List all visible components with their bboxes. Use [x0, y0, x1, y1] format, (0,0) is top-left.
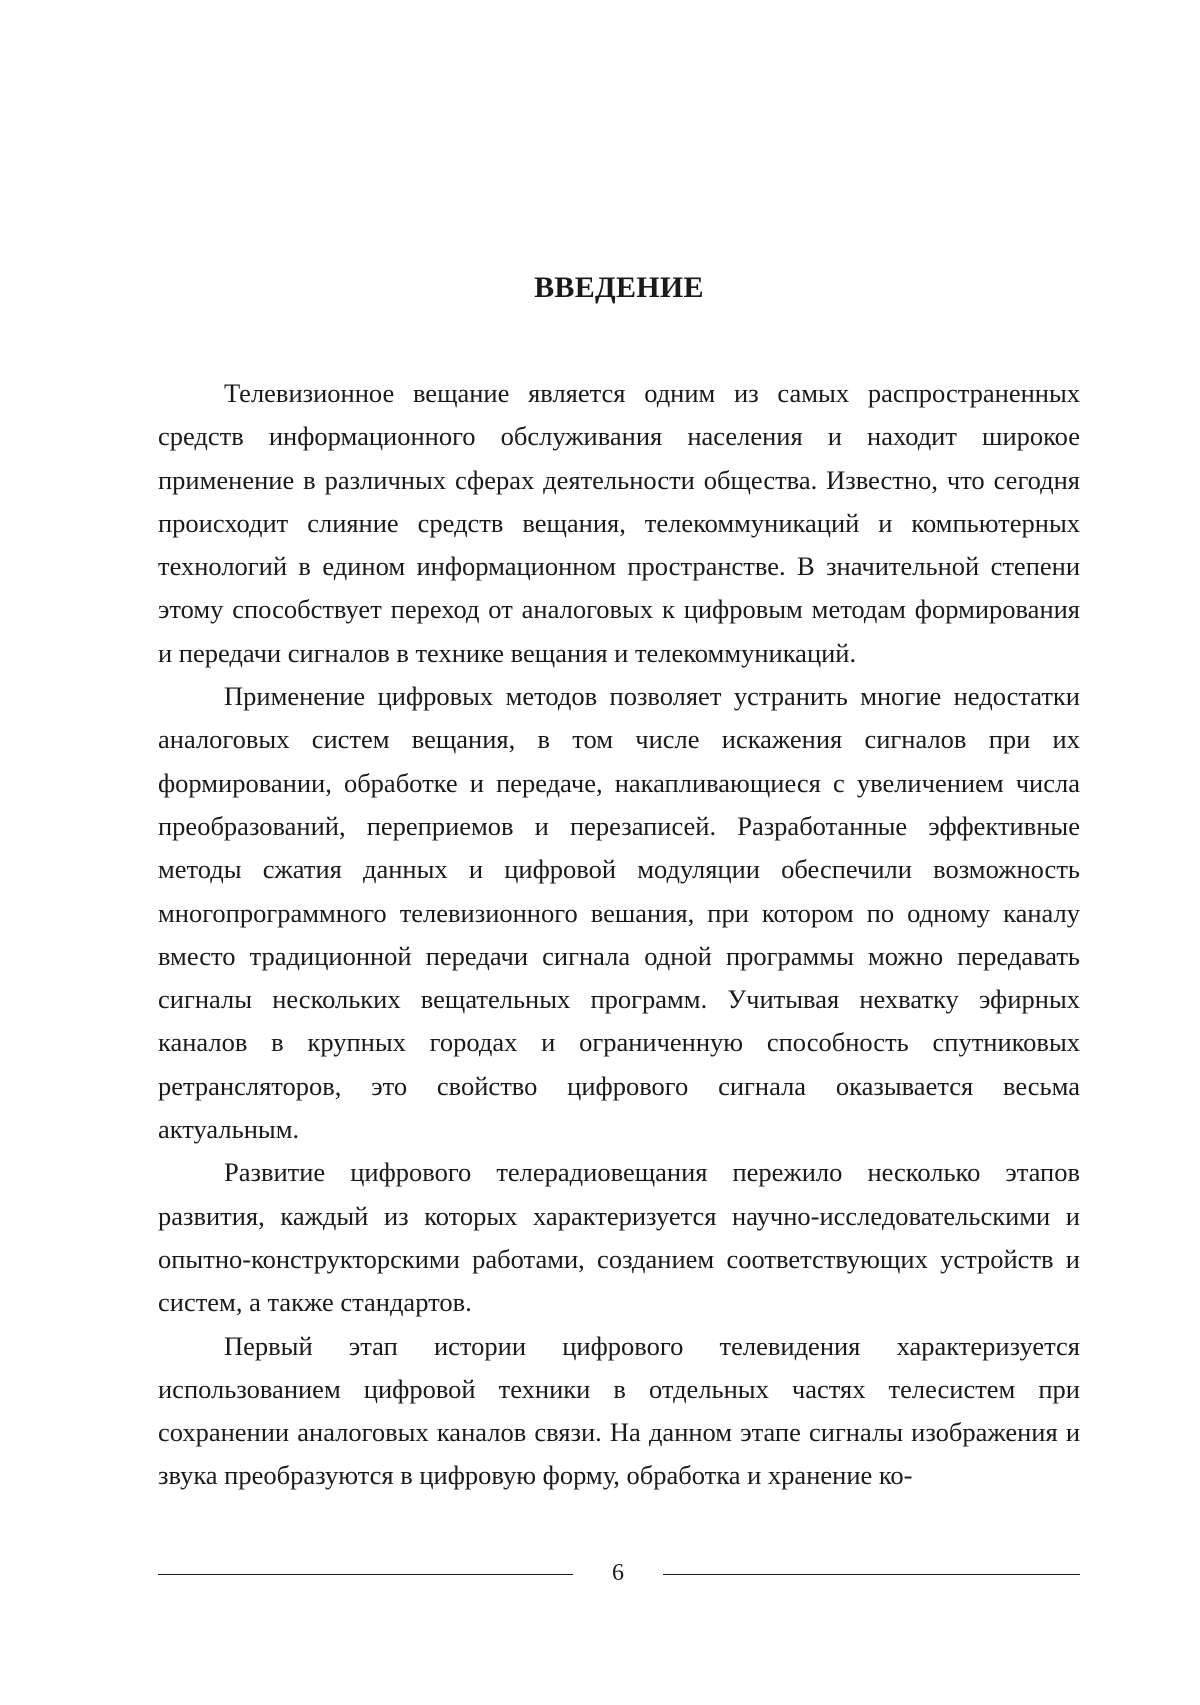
footer-rule-left — [158, 1574, 573, 1575]
paragraph-3: Развитие цифрового телерадиовещания пережило несколько этапов развития, каждый из которых характеризуется научно-исследовательскими и опытно-конструкторскими работами, созданием соответствующих устройств и систем, а также стандартов. — [158, 1157, 1080, 1318]
body-text — [158, 372, 1080, 1498]
page-number: 6 — [612, 1560, 624, 1586]
page-title: ВВЕДЕНИЕ — [534, 271, 704, 304]
paragraph-2: Применение цифровых методов позволяет устранить многие недостатки аналоговых систем вещания, в том числе искажения сигналов при их формировании, обработке и передаче, накапливающиеся с увеличением числа преобразований, переприемов и перезаписей. Разработанные эффективные методы сжатия данных и цифровой модуляции обеспечили возможность многопрограммного телевизионного вешания, при котором по одному каналу вместо традиционной передачи сигнала одной программы можно передавать сигналы нескольких вещательных программ. Учитывая нехватку эфирных каналов в крупных городах и ограниченную способность спутниковых ретрансляторов, это свойство цифрового сигнала оказывается весьма актуальным. — [158, 681, 1080, 1145]
footer-rule-right — [663, 1574, 1080, 1575]
paragraph-1: Телевизионное вещание является одним из самых распространенных средств информационного обслуживания населения и находит широкое применение в различных сферах деятельности общества. Известно, что сегодня происходит слияние средств вещания, телекоммуникаций и компьютерных технологий в едином информационном пространстве. В значительной степени этому способствует переход от аналоговых к цифровым методам формирования и передачи сигналов в технике вещания и телекоммуникаций. — [158, 378, 1080, 668]
paragraph-4: Первый этап истории цифрового телевидения характеризуется использованием цифровой техники в отдельных частях телесистем при сохранении аналоговых каналов связи. На данном этапе сигналы изображения и звука преобразуются в цифровую форму, обработка и хранение ко- — [158, 1330, 1080, 1491]
